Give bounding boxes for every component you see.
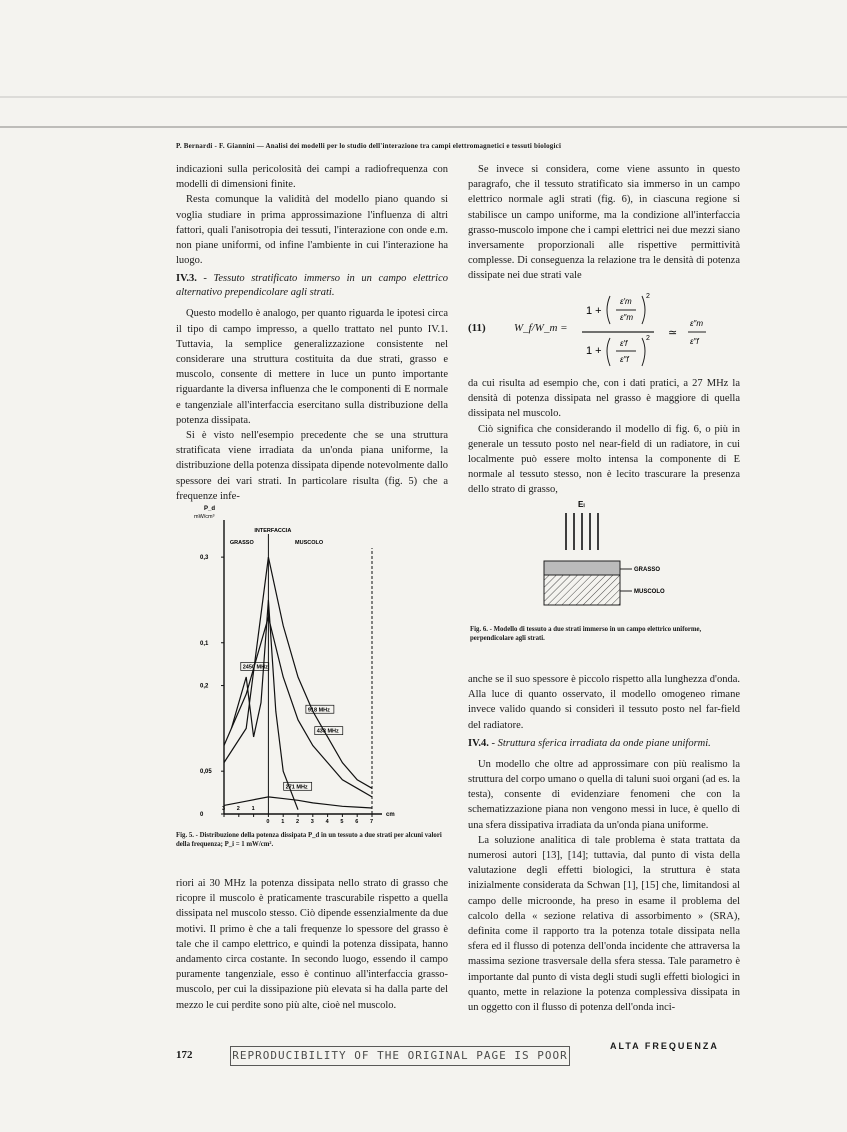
paragraph: Questo modello è analogo, per quanto riguarda le ipotesi circa il tipo di campo impresso, a quello trattato nel punto IV.1. Tuttavia, la semplice generalizzazione consistente nel considerare una struttura costituita da due strati, grasso e muscolo, consente di mettere in luce un punto importante riguardante la diversa influenza che le componenti di E normale e tangenziale all'interfaccia esercitano sulla distribuzione della potenza dissipata. xyxy=(176,308,448,426)
svg-text:2: 2 xyxy=(646,293,650,300)
series-label: 2450 MHz xyxy=(242,664,268,671)
grasso-label: GRASSO xyxy=(634,567,661,573)
grasso-label: GRASSO xyxy=(229,540,254,546)
field-label: Eₗ xyxy=(578,500,585,509)
x-tick-label: 3 xyxy=(222,806,226,812)
figure-5-chart xyxy=(176,500,448,830)
x-tick-label: 2 xyxy=(236,806,240,812)
equation-fraction xyxy=(580,288,730,374)
figure-6-caption: Fig. 6. - Modello di tessuto a due strati immerso in un campo elettrico uniforme, perpendicolare agli strati. xyxy=(470,626,702,642)
svg-text:ε′m: ε′m xyxy=(620,297,632,306)
page-number: 172 xyxy=(176,1049,193,1061)
series-line-918-mhz xyxy=(224,617,372,797)
svg-text:ε′f: ε′f xyxy=(620,339,628,348)
paragraph: Un modello che oltre ad approssimare con più realismo la struttura del corpo umano o quella di taluni suoi organi (ad es. la testa), consente di evidenziare fenomeni che con la schematizzazione piana non vengono messi in luce, è quello di una sfera dissipativa irradiata da un'onda piana uniforme. xyxy=(468,758,740,831)
y-tick-label: 0,3 xyxy=(200,555,209,562)
section-title: - Struttura sferica irradiata da onde piane uniformi. xyxy=(491,737,711,749)
paragraph: riori ai 30 MHz la potenza dissipata nello strato di grasso che ricopre il muscolo è praticamente trascurabile rispetto a quella dissipata nel muscolo stesso. Ciò dipende essenzialmente da due motivi. Il primo è che a tali frequenze lo spessore del grasso è tale che il campo elettrico, e quindi la potenza dissipata, hanno andamento circa costante. In secondo luogo, essendo il campo puramente tangenziale, esso è continuo all'interfaccia grasso-muscolo, per cui la dissipazione più elevata si ha dalla parte del mezzo le cui perdite sono più alte, cioè nel muscolo. xyxy=(176,878,448,1011)
x-axis-unit: cm xyxy=(386,812,395,818)
section-heading-iv3 xyxy=(176,272,448,300)
y-axis-unit: mW/cm³ xyxy=(194,514,215,520)
section-number: IV.3. xyxy=(176,273,197,285)
y-tick-label: 0 xyxy=(200,812,204,818)
equation-lhs: W_f/W_m = xyxy=(514,322,568,334)
paragraph: da cui risulta ad esempio che, con i dati pratici, a 27 MHz la densità di potenza dissipata nel grasso è maggiore di quella dissipata nel muscolo. xyxy=(468,378,740,420)
svg-text:ε″m: ε″m xyxy=(620,313,634,322)
series-line-271-mhz xyxy=(224,797,372,808)
x-tick-label: 4 xyxy=(325,819,329,825)
scan-noise-mid xyxy=(0,96,847,98)
figure-6-diagram xyxy=(530,495,730,615)
section-title: - Tessuto stratificato immerso in un campo elettrico alternativo prependicolare agli strati. xyxy=(176,273,449,299)
right-column-mid xyxy=(468,376,740,498)
scan-noise-top xyxy=(0,126,847,128)
running-header: P. Bernardi - F. Giannini — Analisi dei modelli per lo studio dell'interazione tra campi elettromagnetici e tessuti biologici xyxy=(176,142,562,150)
reproducibility-stamp: REPRODUCIBILITY OF THE ORIGINAL PAGE IS POOR xyxy=(230,1046,570,1066)
muscle-layer xyxy=(544,575,620,605)
x-tick-label: 7 xyxy=(370,819,374,825)
series-line-433-mhz xyxy=(224,557,372,791)
fig5-plot xyxy=(194,506,395,825)
interface-label: INTERFACCIA xyxy=(254,528,292,534)
x-tick-label: 3 xyxy=(310,819,314,825)
svg-text:1 +: 1 + xyxy=(586,305,602,317)
right-column-top xyxy=(468,162,740,284)
svg-text:ε″m: ε″m xyxy=(690,319,704,328)
paragraph: Se invece si considera, come viene assunto in questo paragrafo, che il tessuto stratificato sia immerso in un campo elettrico normale agli strati (fig. 6), in ciascuna regione si stabilisce un campo uniforme, ma la condizione all'interfaccia grasso-muscolo impone che i campi elettrici nei due mezzi siano inversamente proporzionali alle rispettive permittività complesse. Di conseguenza la relazione tra le densità di potenza dissipate nei due strati vale xyxy=(468,164,740,282)
right-column-bottom xyxy=(468,672,740,1015)
y-tick-label: 0,1 xyxy=(200,640,209,647)
x-tick-label: 0 xyxy=(266,819,270,825)
paragraph: Ciò significa che considerando il modello di fig. 6, o più in generale un tessuto posto nel near-field di un radiatore, in cui localmente può essere molto intensa la componente di E normale al tessuto stesso, non è lecito trascurare la presenza dello strato di grasso, xyxy=(468,423,740,496)
figure-5-caption: Fig. 5. - Distribuzione della potenza dissipata P_d in un tessuto a due strati per alcuni valori della frequenza; P_i = 1 mW/cm². xyxy=(176,832,442,848)
x-tick-label: 6 xyxy=(355,819,359,825)
svg-text:2: 2 xyxy=(646,335,650,342)
series-label: 433 MHz xyxy=(316,728,339,735)
paragraph: La soluzione analitica di tale problema è stata trattata da numerosi autori [13], [14]; tuttavia, dal punto di vista della valutazione degli effetti biologici, la struttura è stata inizialmente considerata da Schwan [1], [15] che, limitandosi al campo delle microonde, ha preso in esame il problema del calcolo della « sezione relativa di assorbimento » (SRA), definita come il rapporto tra la potenza totale dissipata nella sfera ed il flusso di potenza dell'onda incidente che attraversa la massima sezione trasversale della sfera stessa. Tale parametro è importante dal punto di vista degli studi sugli effetti biologici in quanto, mette in relazione la potenza complessiva dissipata in un oggetto con il flusso di potenza dell'onda inci- xyxy=(468,834,740,1014)
y-tick-label: 0,05 xyxy=(200,769,212,776)
journal-name: ALTA FREQUENZA xyxy=(610,1041,719,1051)
y-axis-label: P_d xyxy=(204,506,216,512)
muscolo-label: MUSCOLO xyxy=(634,589,665,595)
x-tick-label: 5 xyxy=(340,819,344,825)
series-label: 918 MHz xyxy=(307,707,330,714)
svg-text:1 +: 1 + xyxy=(586,345,602,357)
paragraph: anche se il suo spessore è piccolo rispetto alla lunghezza d'onda. Alla luce di quanto osservato, il modello omogeneo rimane invece valido quando si considerì il tessuto posto nel far-field del radiatore. xyxy=(468,674,740,731)
x-tick-label: 2 xyxy=(296,819,300,825)
field-arrows xyxy=(566,513,598,550)
svg-text:ε″f: ε″f xyxy=(620,355,629,364)
fat-layer xyxy=(544,561,620,575)
muscolo-label: MUSCOLO xyxy=(295,540,324,546)
x-tick-label: 1 xyxy=(281,819,285,825)
paragraph: Si è visto nell'esempio precedente che se una struttura stratificata viene irradiata da un'onda piana uniforme, la distribuzione della potenza dissipata dipende notevolmente dallo spessore dei vari strati. In particolare risulta (fig. 5) che a frequenze infe- xyxy=(176,430,448,502)
left-column-bottom xyxy=(176,876,448,1013)
svg-text:ε″f: ε″f xyxy=(690,337,699,346)
equation-number: (11) xyxy=(468,322,486,334)
paragraph: indicazioni sulla pericolosità dei campi a radiofrequenza con modelli di dimensioni finite. xyxy=(176,164,448,191)
section-number: IV.4. xyxy=(468,737,489,749)
paragraph: Resta comunque la validità del modello piano quando si voglia studiare in prima approssimazione l'influenza di altri fattori, quali l'anisotropia dei tessuti, l'interazione con onde e.m. non piane uniformi, od infine l'ambiente in cui l'interazione ha luogo. xyxy=(176,194,448,267)
y-tick-label: 0,2 xyxy=(200,683,209,690)
x-tick-label: 1 xyxy=(251,806,255,812)
equation-11 xyxy=(468,288,740,374)
svg-text:≃: ≃ xyxy=(668,327,678,339)
left-column-top xyxy=(176,162,448,504)
series-label: 271 MHz xyxy=(285,784,308,791)
section-heading-iv4 xyxy=(468,737,740,751)
